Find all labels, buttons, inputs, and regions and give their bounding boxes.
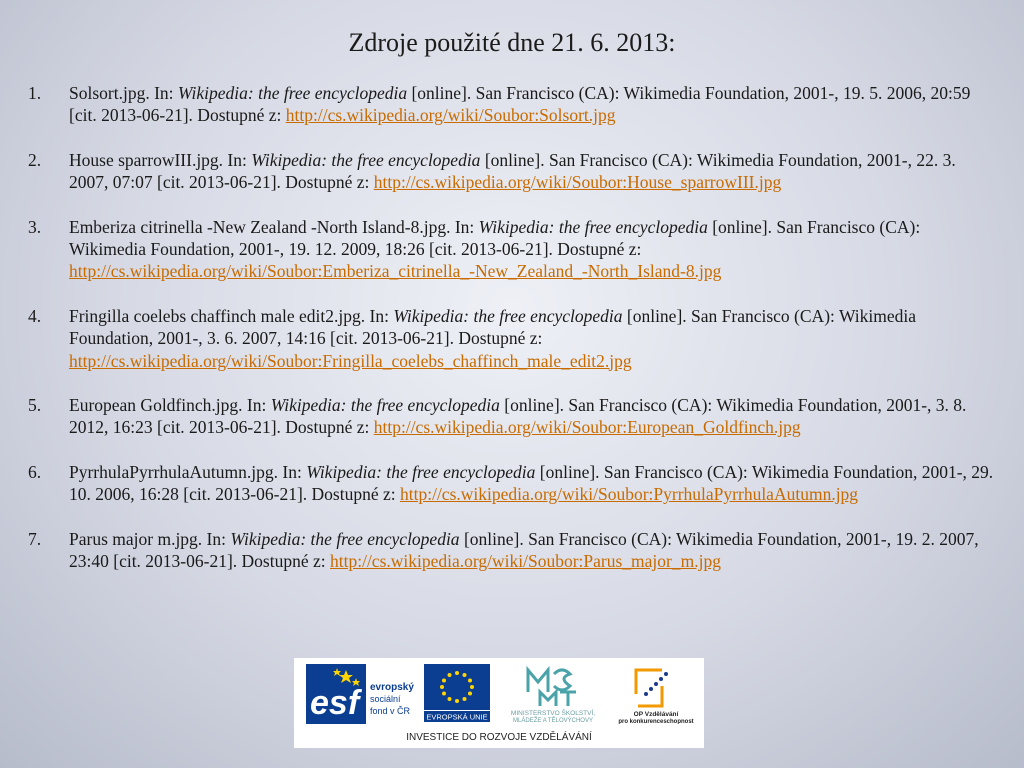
reference-link[interactable]: http://cs.wikipedia.org/wiki/Soubor:Fringilla_coelebs_chaffinch_male_edit2.jpg [69,350,632,371]
op-text-line-1: OP Vzdělávání [633,711,679,718]
reference-link[interactable]: http://cs.wikipedia.org/wiki/Soubor:PyrrhulaPyrrhulaAutumn.jpg [400,484,859,505]
reference-details: [online]. San Francisco (CA): Wikimedia Foundation, 2001-, 19. 5. 2006, 20:59 [cit. 2013-06-21]. Dostupné z: [69,83,971,126]
page-title: Zdroje použité dne 21. 6. 2013: [348,28,676,57]
svg-text:esf: esf [310,684,360,722]
reference-details: [online]. San Francisco (CA): Wikimedia Foundation, 2001-, 29. 10. 2006, 16:28 [cit. 2013-06-21]. Dostupné z: [69,462,994,505]
reference-link[interactable]: http://cs.wikipedia.org/wiki/Soubor:Emberiza_citrinella_-New_Zealand_-North_Island-8.jpg [69,261,722,282]
reference-details: [online]. San Francisco (CA): Wikimedia Foundation, 2001-, 3. 8. 2012, 16:23 [cit. 2013-06-21]. Dostupné z: [69,395,967,438]
reference-link[interactable]: http://cs.wikipedia.org/wiki/Soubor:Solsort.jpg [285,105,616,126]
esf-text-line-3: fond v ČR [370,706,411,716]
esf-text-line-1: evropský [370,682,414,693]
reference-link[interactable]: http://cs.wikipedia.org/wiki/Soubor:Parus_major_m.jpg [330,551,721,572]
esf-text-line-2: sociální [370,694,401,704]
reference-prefix: Emberiza citrinella -New Zealand -North Island-8.jpg. In: [69,216,479,237]
msmt-text-line-2: MLÁDEŽE A TĚLOVÝCHOVY [513,718,593,724]
reference-number: 2. [28,149,42,170]
reference-item [28,149,998,194]
msmt-logo [498,662,608,724]
reference-source: Wikipedia: the free encyclopedia [393,305,623,326]
reference-item [28,394,998,439]
reference-number: 4. [28,305,42,326]
reference-prefix: Fringilla coelebs chaffinch male edit2.jpg. In: [69,305,394,326]
reference-details: [online]. San Francisco (CA): Wikimedia Foundation, 2001-, 19. 12. 2009, 18:26 [cit. 2013-06-21]. Dostupné z: [69,216,921,260]
reference-prefix: European Goldfinch.jpg. In: [69,395,271,416]
eu-text: EVROPSKÁ UNIE [426,712,488,722]
reference-details: [online]. San Francisco (CA): Wikimedia Foundation, 2001-, 19. 2. 2007, 23:40 [cit. 2013-06-21]. Dostupné z: [69,528,979,572]
reference-number: 6. [28,462,42,483]
logo-caption: INVESTICE DO ROZVOJE VZDĚLÁVÁNÍ [406,732,592,743]
reference-link[interactable]: http://cs.wikipedia.org/wiki/Soubor:European_Goldfinch.jpg [373,417,801,438]
reference-number: 3. [28,216,42,237]
eu-flag-logo [424,664,490,722]
reference-number: 7. [28,528,42,549]
funding-logo-strip [294,658,704,748]
esf-logo [306,664,414,724]
reference-source: Wikipedia: the free encyclopedia [270,395,500,416]
reference-number: 5. [28,395,42,416]
reference-source: Wikipedia: the free encyclopedia [177,83,408,103]
op-vzdelavani-logo [616,664,696,724]
reference-source: Wikipedia: the free encyclopedia [230,528,460,549]
reference-number: 1. [28,83,42,103]
msmt-text-line-1: MINISTERSTVO ŠKOLSTVÍ, [510,710,596,717]
reference-item [28,216,998,283]
reference-prefix: PyrrhulaPyrrhulaAutumn.jpg. In: [69,462,307,483]
reference-item [28,461,998,506]
reference-prefix: Parus major m.jpg. In: [69,528,231,549]
reference-source: Wikipedia: the free encyclopedia [251,149,481,170]
reference-item [28,305,998,372]
reference-item [28,528,998,573]
reference-link[interactable]: http://cs.wikipedia.org/wiki/Soubor:House_sparrowIII.jpg [373,172,782,193]
op-text-line-2: pro konkurenceschopnost [618,719,694,724]
reference-details: [online]. San Francisco (CA): Wikimedia Foundation, 2001-, 22. 3. 2007, 07:07 [cit. 2013-06-21]. Dostupné z: [69,149,956,193]
reference-prefix: House sparrowIII.jpg. In: [69,149,252,170]
reference-source: Wikipedia: the free encyclopedia [306,462,536,483]
reference-source: Wikipedia: the free encyclopedia [478,216,708,237]
reference-details: [online]. San Francisco (CA): Wikimedia Foundation, 2001-, 3. 6. 2007, 14:16 [cit. 2013-06-21]. Dostupné z: [69,305,916,349]
reference-list [28,82,998,595]
reference-item [28,82,998,127]
reference-prefix: Solsort.jpg. In: [69,83,178,103]
